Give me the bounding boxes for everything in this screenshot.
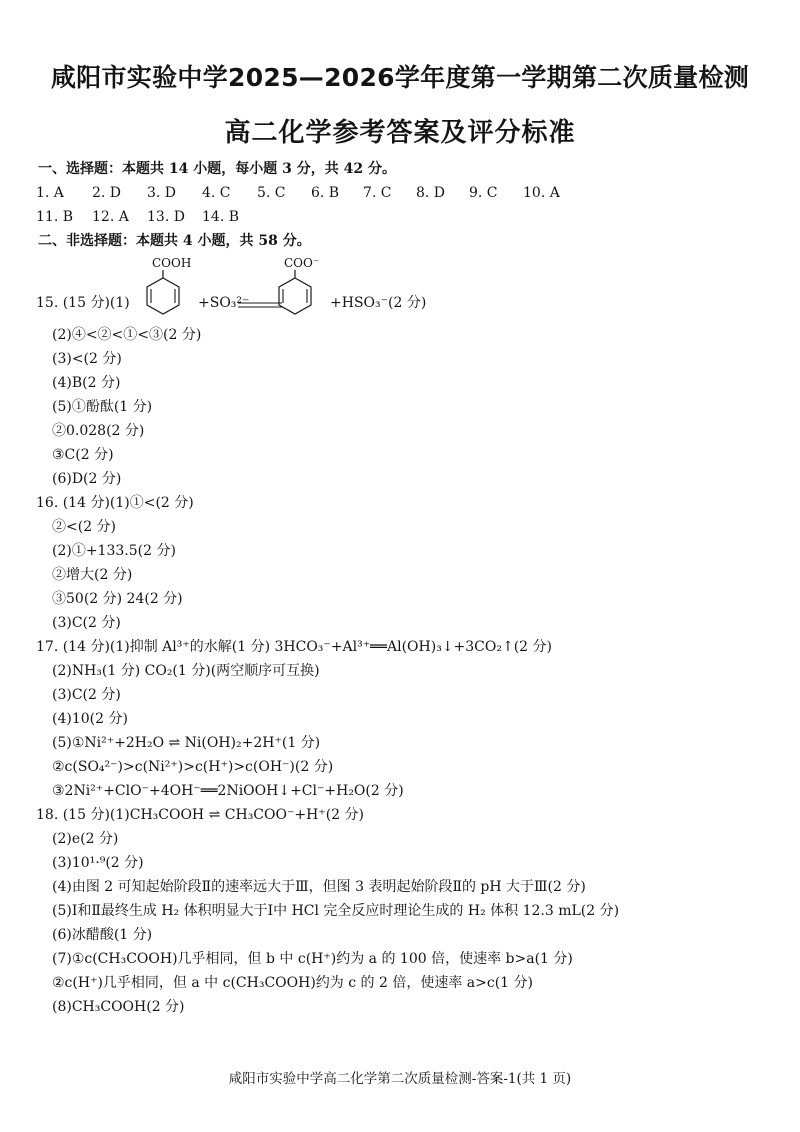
answer-item: 9. C [469,185,498,201]
answer-item: 5. C [257,185,286,201]
benzene-ring-product-icon [270,270,320,322]
answer-line: (2)e(2 分) [52,831,119,847]
answer-line: (5)①酚酞(1 分) [52,399,153,415]
answer-line: (4)B(2 分) [52,375,121,391]
answer-line: (2)①+133.5(2 分) [52,543,176,559]
answer-line: ②0.028(2 分) [52,423,145,439]
answer-line: 18. (15 分)(1)CH₃COOH ⇌ CH₃COO⁻+H⁺(2 分) [36,807,364,823]
answer-item: 1. A [36,185,64,201]
section-2-heading: 二、非选择题：本题共 4 小题，共 58 分。 [38,233,311,249]
answer-line: (4)由图 2 可知起始阶段Ⅱ的速率远大于Ⅲ，但图 3 表明起始阶段Ⅱ的 pH 大于Ⅲ(2 分) [52,879,586,895]
cooh-group-label: COOH [152,256,192,270]
answer-line: ②<(2 分) [52,519,117,535]
answer-line: ②c(H⁺)几乎相同，但 a 中 c(CH₃COOH)约为 c 的 2 倍，使速率 a>c(1 分) [52,975,533,991]
answer-line: (5)①Ni²⁺+2H₂O ⇌ Ni(OH)₂+2H⁺(1 分) [52,735,321,751]
answer-line: 16. (14 分)(1)①<(2 分) [36,495,194,511]
answer-line: (3)10¹·⁹(2 分) [52,855,144,871]
answer-item: 4. C [202,185,231,201]
sulfite-ion: +SO₃²⁻ [198,295,250,311]
answer-line: 17. (14 分)(1)抑制 Al³⁺的水解(1 分) 3HCO₃⁻+Al³⁺══Al(OH)₃↓+3CO₂↑(2 分) [36,639,552,655]
answer-item: 14. B [202,209,240,225]
answer-item: 6. B [311,185,340,201]
answer-line: ②c(SO₄²⁻)>c(Ni²⁺)>c(H⁺)>c(OH⁻)(2 分) [52,759,334,775]
page-footer: 咸阳市实验中学高二化学第二次质量检测-答案-1(共 1 页) [228,1071,572,1087]
answer-item: 8. D [416,185,446,201]
answer-item: 3. D [147,185,177,201]
answer-line: (5)Ⅰ和Ⅱ最终生成 H₂ 体积明显大于Ⅰ中 HCl 完全反应时理论生成的 H₂ 体积 12.3 mL(2 分) [52,903,620,919]
page-title: 咸阳市实验中学2025—2026学年度第一学期第二次质量检测 [50,63,750,92]
answer-item: 10. A [523,185,560,201]
answer-line: ③50(2 分) 24(2 分) [52,591,183,607]
q15-label: 15. (15 分)(1) [36,295,130,311]
answer-line: (6)D(2 分) [52,471,122,487]
answer-item: 12. A [92,209,129,225]
answer-line: (3)C(2 分) [52,615,121,631]
benzene-ring-reactant-icon [138,270,188,322]
answer-line: ③C(2 分) [52,447,114,463]
answer-line: (8)CH₃COOH(2 分) [52,999,185,1015]
answer-item: 7. C [363,185,392,201]
answer-line: ③2Ni²⁺+ClO⁻+4OH⁻══2NiOOH↓+Cl⁻+H₂O(2 分) [52,783,404,799]
bisulfite-ion: +HSO₃⁻(2 分) [330,295,427,311]
section-1-heading: 一、选择题：本题共 14 小题，每小题 3 分，共 42 分。 [38,161,396,177]
answer-line: (2)④<②<①<③(2 分) [52,327,202,343]
answer-line: (7)①c(CH₃COOH)几乎相同，但 b 中 c(H⁺)约为 a 的 100 倍，使速率 b>a(1 分) [52,951,573,967]
answer-line: ②增大(2 分) [52,567,133,583]
answer-line: (2)NH₃(1 分) CO₂(1 分)(两空顺序可互换) [52,663,320,679]
page-subtitle: 高二化学参考答案及评分标准 [224,118,576,148]
answer-line: (3)C(2 分) [52,687,121,703]
answer-item: 2. D [92,185,122,201]
answer-item: 13. D [147,209,185,225]
answer-item: 11. B [36,209,74,225]
answer-line: (6)冰醋酸(1 分) [52,927,153,943]
answer-line: (4)10(2 分) [52,711,128,727]
answer-line: (3)<(2 分) [52,351,122,367]
coo-group-label: COO⁻ [284,256,320,270]
